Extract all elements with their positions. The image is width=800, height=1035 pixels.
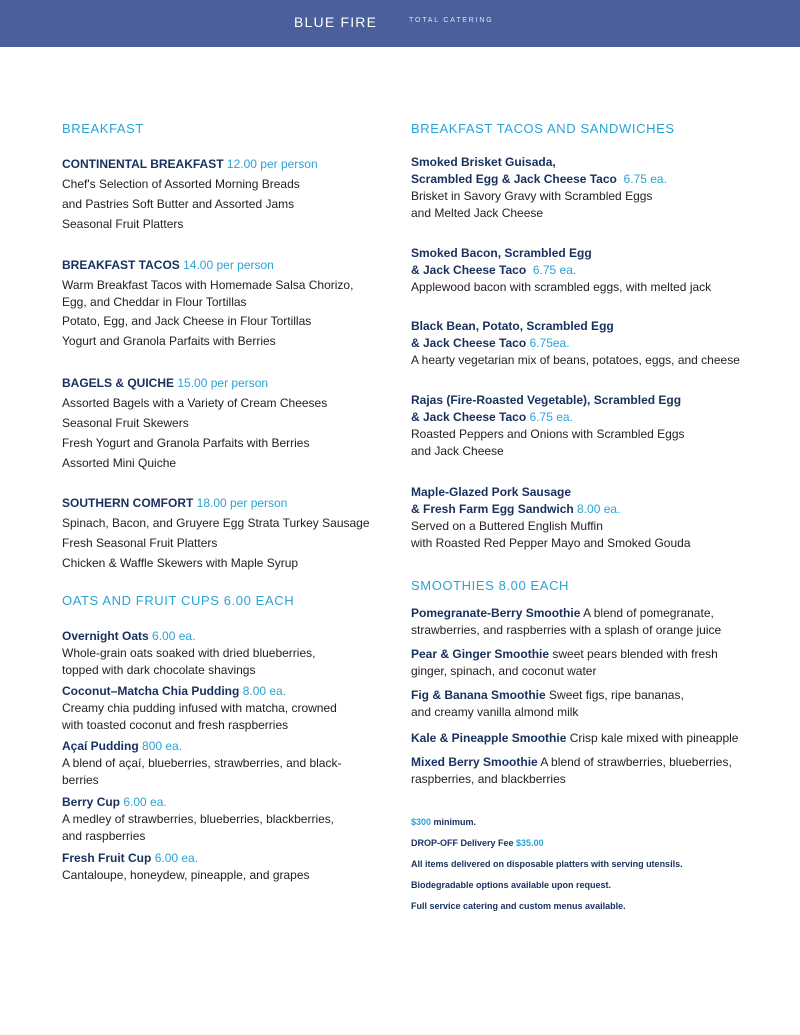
item-line: Potato, Egg, and Jack Cheese in Flour Tortillas	[62, 314, 312, 328]
item-line: A blend of açaí, blueberries, strawberries, and black-	[62, 756, 342, 770]
item-line: and Pastries Soft Butter and Assorted Jams	[62, 197, 295, 211]
item-title: BAGELS & QUICHE	[62, 376, 175, 390]
menu-item-sausage-sandwich	[411, 484, 761, 552]
item-line: Chicken & Waffle Skewers with Maple Syrup	[62, 556, 299, 570]
item-title: Fresh Fruit Cup	[62, 851, 152, 865]
item-line: Fresh Seasonal Fruit Platters	[62, 536, 218, 550]
item-title: BREAKFAST TACOS	[62, 258, 180, 272]
item-title: Maple-Glazed Pork Sausage	[411, 485, 572, 499]
item-line: Spinach, Bacon, and Gruyere Egg Strata Turkey Sausage	[62, 516, 370, 530]
item-title: Berry Cup	[62, 795, 121, 809]
item-line: Roasted Peppers and Onions with Scrambled Eggs	[411, 427, 685, 441]
footer-line: Biodegradable options available upon request.	[411, 880, 612, 890]
item-title: Mixed Berry Smoothie	[411, 755, 538, 769]
item-line: Brisket in Savory Gravy with Scrambled Eggs	[411, 189, 653, 203]
section-title-tacos-sandwiches: BREAKFAST TACOS AND SANDWICHES	[411, 121, 675, 136]
item-line: Chef's Selection of Assorted Morning Breads	[62, 177, 300, 191]
item-line: with Roasted Red Pepper Mayo and Smoked Gouda	[411, 536, 691, 550]
item-line: A hearty vegetarian mix of beans, potatoes, eggs, and cheese	[411, 353, 740, 367]
item-line: and raspberries	[62, 829, 146, 843]
item-title: Kale & Pineapple Smoothie	[411, 731, 567, 745]
item-title: Black Bean, Potato, Scrambled Egg	[411, 319, 614, 333]
menu-item-mixed-berry-smoothie	[411, 754, 761, 788]
section-title-oats: OATS AND FRUIT CUPS 6.00 EACH	[62, 593, 295, 608]
minimum-text: minimum.	[433, 817, 477, 827]
item-price: 8.00 ea.	[242, 684, 287, 698]
item-title: & Jack Cheese Taco	[411, 336, 527, 350]
menu-item-continental	[62, 154, 382, 234]
item-line: and Jack Cheese	[411, 444, 504, 458]
item-title: Fig & Banana Smoothie	[411, 688, 546, 702]
item-line: Assorted Bagels with a Variety of Cream Cheeses	[62, 396, 328, 410]
item-price: 15.00 per person	[177, 376, 269, 390]
item-title: Overnight Oats	[62, 629, 149, 643]
item-title: & Jack Cheese Taco	[411, 410, 527, 424]
item-line: Applewood bacon with scrambled eggs, with melted jack	[411, 280, 712, 294]
item-title: & Jack Cheese Taco	[411, 263, 527, 277]
item-title: Rajas (Fire-Roasted Vegetable), Scrambled Egg	[411, 393, 682, 407]
section-title-breakfast: BREAKFAST	[62, 121, 144, 136]
item-line: A blend of strawberries, blueberries,	[540, 755, 732, 769]
item-line: Assorted Mini Quiche	[62, 456, 177, 470]
item-line: Crisp kale mixed with pineapple	[569, 731, 739, 745]
menu-item-pear-ginger-smoothie	[411, 646, 761, 680]
item-line: raspberries, and blackberries	[411, 772, 566, 786]
menu-item-fig-banana-smoothie	[411, 687, 761, 721]
menu-item-bagels-quiche	[62, 373, 382, 473]
item-line: Creamy chia pudding infused with matcha, crowned	[62, 701, 337, 715]
item-line: strawberries, and raspberries with a splash of orange juice	[411, 623, 722, 637]
item-title: & Fresh Farm Egg Sandwich	[411, 502, 574, 516]
menu-item-breakfast-tacos	[62, 255, 382, 351]
menu-item-fresh-fruit-cup	[62, 850, 382, 884]
item-line: berries	[62, 773, 99, 787]
menu-item-chia-pudding	[62, 683, 382, 734]
item-line: Served on a Buttered English Muffin	[411, 519, 603, 533]
menu-item-rajas-taco	[411, 392, 761, 460]
menu-item-overnight-oats	[62, 628, 382, 679]
item-price: 14.00 per person	[183, 258, 274, 272]
section-title-smoothies: SMOOTHIES 8.00 EACH	[411, 578, 570, 593]
footer-line: Full service catering and custom menus available.	[411, 901, 626, 911]
item-line: Fresh Yogurt and Granola Parfaits with Berries	[62, 436, 310, 450]
item-line: Warm Breakfast Tacos with Homemade Salsa Chorizo,	[62, 278, 354, 292]
item-price: 6.75 ea.	[623, 172, 667, 186]
item-line: ginger, spinach, and coconut water	[411, 664, 597, 678]
item-title: Pomegranate-Berry Smoothie	[411, 606, 581, 620]
menu-item-acai-pudding	[62, 738, 382, 789]
item-line: Sweet figs, ripe bananas,	[549, 688, 684, 702]
delivery-fee-label: DROP-OFF Delivery Fee	[411, 838, 514, 848]
item-price: 6.00 ea.	[123, 795, 167, 809]
item-title: Açaí Pudding	[62, 739, 139, 753]
menu-item-black-bean-taco	[411, 318, 761, 369]
item-price: 12.00 per person	[226, 157, 318, 171]
item-line: Seasonal Fruit Platters	[62, 217, 184, 231]
item-price: 6.00 ea.	[152, 629, 196, 643]
item-line: with toasted coconut and fresh raspberries	[62, 718, 289, 732]
menu-item-kale-pineapple-smoothie	[411, 730, 761, 747]
menu-item-brisket-taco	[411, 154, 761, 222]
item-price: 6.75ea.	[529, 336, 570, 350]
item-title: Smoked Brisket Guisada,	[411, 155, 556, 169]
header-bar	[0, 0, 800, 47]
item-line: Whole-grain oats soaked with dried blueberries,	[62, 646, 316, 660]
brand-name: BLUE FIRE	[294, 14, 378, 30]
item-title: CONTINENTAL BREAKFAST	[62, 157, 224, 171]
item-title: Smoked Bacon, Scrambled Egg	[411, 246, 592, 260]
item-price: 6.75 ea.	[532, 263, 577, 277]
item-title: SOUTHERN COMFORT	[62, 496, 194, 510]
item-line: Cantaloupe, honeydew, pineapple, and grapes	[62, 868, 310, 882]
item-price: 800 ea.	[142, 739, 183, 753]
item-title: Pear & Ginger Smoothie	[411, 647, 550, 661]
item-price: 8.00 ea.	[577, 502, 621, 516]
menu-item-bacon-taco	[411, 245, 761, 296]
item-line: and Melted Jack Cheese	[411, 206, 544, 220]
item-line: A blend of pomegranate,	[583, 606, 714, 620]
item-price: 18.00 per person	[196, 496, 288, 510]
footer-line: All items delivered on disposable platters with serving utensils.	[411, 859, 683, 869]
brand-tagline: TOTAL CATERING	[409, 17, 494, 24]
footer-notes	[411, 812, 761, 917]
item-line: Seasonal Fruit Skewers	[62, 416, 189, 430]
item-title: Scrambled Egg & Jack Cheese Taco	[411, 172, 617, 186]
item-line: Egg, and Cheddar in Flour Tortillas	[62, 295, 247, 309]
minimum-amount: $300	[411, 817, 432, 827]
item-title: Coconut–Matcha Chia Pudding	[62, 684, 240, 698]
item-line: and creamy vanilla almond milk	[411, 705, 579, 719]
item-line: Yogurt and Granola Parfaits with Berries	[62, 334, 276, 348]
item-line: sweet pears blended with fresh	[552, 647, 718, 661]
item-line: topped with dark chocolate shavings	[62, 663, 256, 677]
menu-item-berry-cup	[62, 794, 382, 845]
delivery-fee-amount: $35.00	[516, 838, 544, 848]
menu-item-southern-comfort	[62, 493, 382, 573]
menu-item-pomegranate-smoothie	[411, 605, 761, 639]
item-line: A medley of strawberries, blueberries, blackberries,	[62, 812, 335, 826]
item-price: 6.00 ea.	[154, 851, 199, 865]
item-price: 6.75 ea.	[529, 410, 573, 424]
